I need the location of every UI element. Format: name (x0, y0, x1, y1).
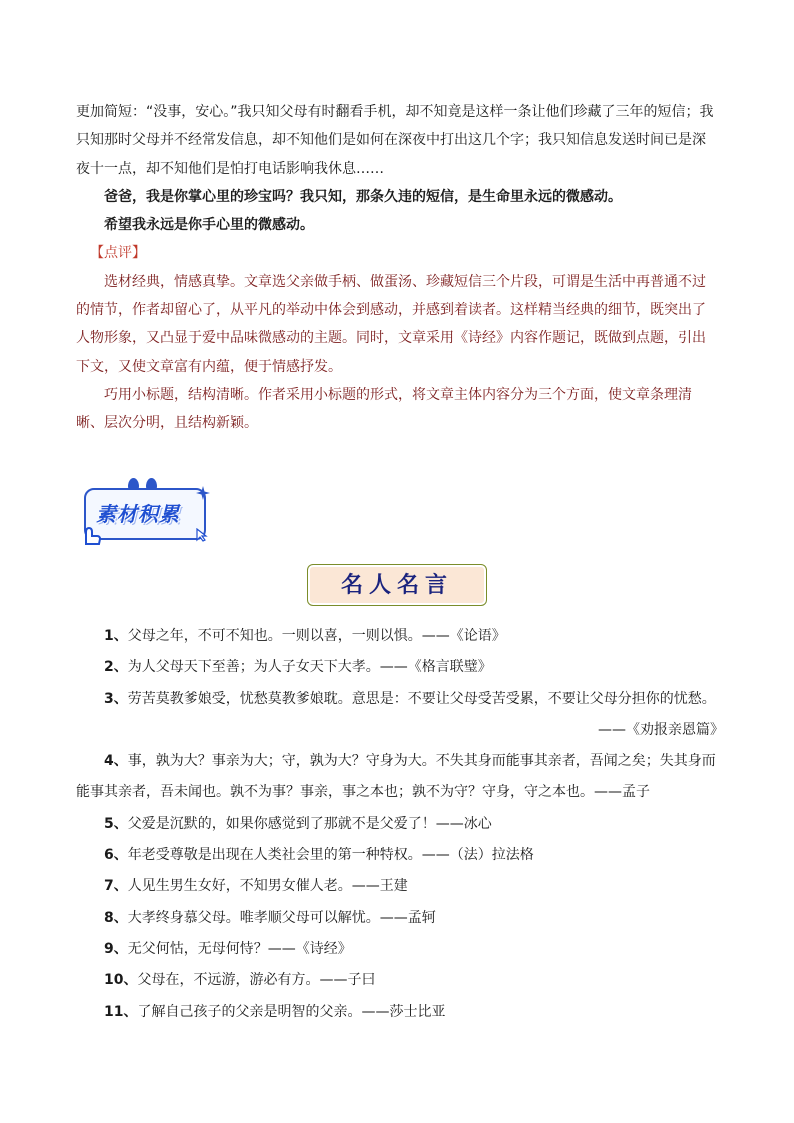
sparkle-icon (196, 486, 210, 500)
list-item: 8、大孝终身慕父母。唯孝顺父母可以解忧。——孟轲 (104, 909, 436, 926)
cursor-icon (196, 528, 208, 542)
list-item: 7、人见生男生女好，不知男女催人老。——王建 (104, 878, 408, 895)
list-item: 3、劳苦莫教爹娘受，忧愁莫教爹娘耽。意思是：不要让父母受苦受累，不要让父母分担你的忧愁。 (104, 690, 716, 707)
hand-pointer-icon (78, 522, 104, 546)
quote-source: ——《劝报亲恩篇》 (598, 721, 724, 738)
review-tag: 【点评】 (90, 245, 146, 262)
quotes-list (76, 621, 724, 1028)
story-paragraph-3: 希望我永远是你手心里的微感动。 (104, 217, 314, 234)
list-item: 2、为人父母天下至善；为人子女天下大孝。——《格言联璧》 (104, 659, 492, 676)
story-paragraph-1: 更加简短：“没事，安心。”我只知父母有时翻看手机，却不知竟是这样一条让他们珍藏了三年的短信；我只知那时父母并不经常发信息，却不知他们是如何在深夜中打出这几个字；我只知信息发送时间已是深夜十一点，却不知他们是怕打电话影响我休息…… (76, 104, 714, 177)
story-section (76, 98, 718, 438)
material-accumulation-badge (78, 478, 210, 546)
list-item: 5、父爱是沉默的，如果你感觉到了那就不是父爱了！——冰心 (104, 815, 492, 832)
list-item: 1、父母之年，不可不知也。一则以喜，一则以惧。——《论语》 (104, 628, 506, 644)
list-item: 10、父母在，不远游，游必有方。——子曰 (104, 972, 376, 989)
list-item: 4、事，孰为大？事亲为大；守，孰为大？守身为大。不失其身而能事其亲者，吾闻之矣；失其身而能事其亲者，吾未闻也。孰不为事？事亲，事之本也；孰不为守？守身，守之本也。——孟子 (76, 753, 716, 801)
review-paragraph-1: 选材经典，情感真挚。文章选父亲做手柄、做蛋汤、珍藏短信三个片段，可谓是生活中再普通不过的情节，作者却留心了，从平凡的举动中体会到感动，并感到着读者。这样精当经典的细节，既突出了人物形象，又凸显于爱中品味微感动的主题。同时，文章采用《诗经》内容作题记，既做到点题，引出下文，又使文章富有内蕴，便于情感抒发。 (76, 273, 706, 375)
review-paragraph-2: 巧用小标题，结构清晰。作者采用小标题的形式，将文章主体内容分为三个方面，使文章条理清晰、层次分明，且结构新颖。 (76, 386, 692, 432)
badge-label: 素材积累 (96, 502, 180, 526)
story-paragraph-2: 爸爸，我是你掌心里的珍宝吗？我只知，那条久违的短信，是生命里永远的微感动。 (104, 188, 622, 205)
list-item: 6、年老受尊敬是出现在人类社会里的第一种特权。——（法）拉法格 (104, 847, 534, 864)
list-item: 11、了解自己孩子的父亲是明智的父亲。——莎士比亚 (104, 1003, 446, 1020)
famous-quotes-banner (307, 564, 487, 606)
list-item: 9、无父何怙，无母何恃？——《诗经》 (104, 940, 352, 957)
banner-title: 名人名言 (340, 572, 453, 598)
